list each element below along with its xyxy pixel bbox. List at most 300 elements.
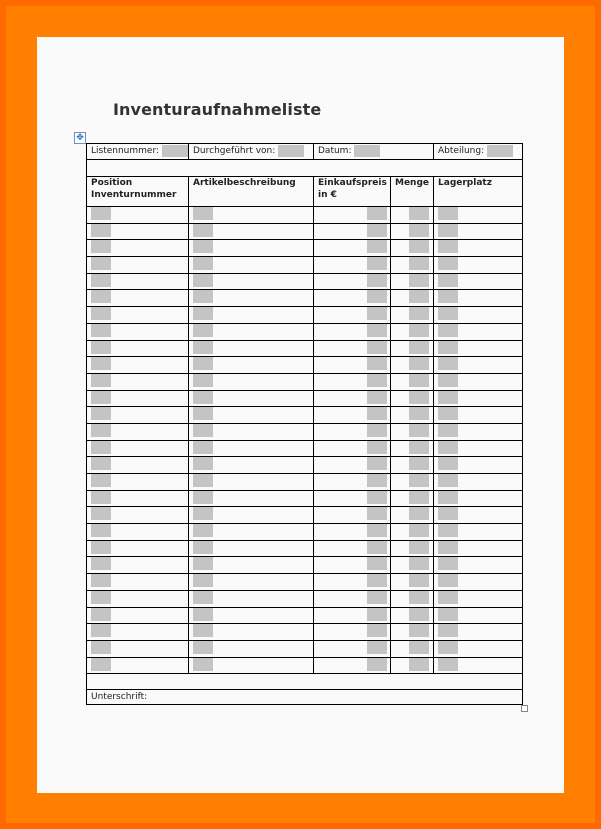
lagerplatz-cell[interactable] (434, 240, 523, 257)
menge-cell[interactable] (391, 524, 434, 541)
menge-cell[interactable] (391, 340, 434, 357)
durchgefuehrt-field[interactable] (278, 145, 304, 157)
preis-cell[interactable] (314, 457, 391, 474)
menge-field[interactable] (409, 658, 429, 671)
artikel-cell[interactable] (189, 390, 314, 407)
preis-field[interactable] (367, 557, 387, 570)
position-field[interactable] (91, 507, 111, 520)
artikel-field[interactable] (193, 441, 213, 454)
lagerplatz-cell[interactable] (434, 340, 523, 357)
lagerplatz-cell[interactable] (434, 407, 523, 424)
menge-cell[interactable] (391, 557, 434, 574)
table-resize-handle[interactable] (521, 705, 528, 712)
menge-field[interactable] (409, 441, 429, 454)
artikel-cell[interactable] (189, 590, 314, 607)
menge-cell[interactable] (391, 490, 434, 507)
lagerplatz-field[interactable] (438, 507, 458, 520)
preis-cell[interactable] (314, 423, 391, 440)
position-cell[interactable] (87, 423, 189, 440)
menge-field[interactable] (409, 474, 429, 487)
preis-cell[interactable] (314, 574, 391, 591)
position-cell[interactable] (87, 640, 189, 657)
position-cell[interactable] (87, 474, 189, 491)
artikel-cell[interactable] (189, 323, 314, 340)
lagerplatz-field[interactable] (438, 591, 458, 604)
menge-field[interactable] (409, 290, 429, 303)
artikel-field[interactable] (193, 491, 213, 504)
position-cell[interactable] (87, 657, 189, 674)
preis-field[interactable] (367, 574, 387, 587)
menge-field[interactable] (409, 641, 429, 654)
position-cell[interactable] (87, 524, 189, 541)
position-field[interactable] (91, 641, 111, 654)
artikel-cell[interactable] (189, 574, 314, 591)
artikel-field[interactable] (193, 507, 213, 520)
preis-cell[interactable] (314, 640, 391, 657)
preis-field[interactable] (367, 608, 387, 621)
artikel-field[interactable] (193, 307, 213, 320)
col-menge-label: Menge (395, 178, 430, 188)
artikel-cell[interactable] (189, 657, 314, 674)
position-cell[interactable] (87, 240, 189, 257)
preis-cell[interactable] (314, 540, 391, 557)
preis-field[interactable] (367, 591, 387, 604)
preis-field[interactable] (367, 424, 387, 437)
lagerplatz-field[interactable] (438, 391, 458, 404)
artikel-cell[interactable] (189, 290, 314, 307)
position-cell[interactable] (87, 490, 189, 507)
position-cell[interactable] (87, 540, 189, 557)
artikel-field[interactable] (193, 357, 213, 370)
artikel-cell[interactable] (189, 257, 314, 274)
lagerplatz-field[interactable] (438, 424, 458, 437)
artikel-cell[interactable] (189, 557, 314, 574)
preis-cell[interactable] (314, 390, 391, 407)
table-row (87, 273, 523, 290)
lagerplatz-field[interactable] (438, 557, 458, 570)
artikel-field[interactable] (193, 608, 213, 621)
menge-field[interactable] (409, 491, 429, 504)
position-cell[interactable] (87, 257, 189, 274)
position-cell[interactable] (87, 624, 189, 641)
menge-field[interactable] (409, 608, 429, 621)
preis-cell[interactable] (314, 207, 391, 224)
preis-field[interactable] (367, 290, 387, 303)
lagerplatz-cell[interactable] (434, 474, 523, 491)
preis-field[interactable] (367, 374, 387, 387)
preis-field[interactable] (367, 407, 387, 420)
position-field[interactable] (91, 374, 111, 387)
lagerplatz-cell[interactable] (434, 574, 523, 591)
listennummer-cell[interactable] (87, 144, 189, 160)
artikel-cell[interactable] (189, 474, 314, 491)
position-field[interactable] (91, 324, 111, 337)
lagerplatz-cell[interactable] (434, 223, 523, 240)
preis-field[interactable] (367, 524, 387, 537)
menge-field[interactable] (409, 307, 429, 320)
preis-field[interactable] (367, 307, 387, 320)
menge-cell[interactable] (391, 257, 434, 274)
artikel-field[interactable] (193, 424, 213, 437)
lagerplatz-cell[interactable] (434, 207, 523, 224)
position-cell[interactable] (87, 357, 189, 374)
lagerplatz-cell[interactable] (434, 273, 523, 290)
artikel-field[interactable] (193, 474, 213, 487)
artikel-field[interactable] (193, 207, 213, 220)
artikel-field[interactable] (193, 574, 213, 587)
lagerplatz-field[interactable] (438, 224, 458, 237)
menge-cell[interactable] (391, 307, 434, 324)
lagerplatz-field[interactable] (438, 357, 458, 370)
artikel-field[interactable] (193, 290, 213, 303)
menge-field[interactable] (409, 407, 429, 420)
datum-field[interactable] (354, 145, 380, 157)
preis-field[interactable] (367, 457, 387, 470)
preis-cell[interactable] (314, 557, 391, 574)
menge-cell[interactable] (391, 607, 434, 624)
lagerplatz-cell[interactable] (434, 440, 523, 457)
artikel-cell[interactable] (189, 607, 314, 624)
menge-cell[interactable] (391, 624, 434, 641)
preis-field[interactable] (367, 624, 387, 637)
menge-cell[interactable] (391, 507, 434, 524)
preis-cell[interactable] (314, 290, 391, 307)
artikel-field[interactable] (193, 591, 213, 604)
menge-cell[interactable] (391, 323, 434, 340)
lagerplatz-cell[interactable] (434, 624, 523, 641)
artikel-field[interactable] (193, 257, 213, 270)
artikel-field[interactable] (193, 341, 213, 354)
lagerplatz-cell[interactable] (434, 373, 523, 390)
preis-cell[interactable] (314, 340, 391, 357)
menge-cell[interactable] (391, 657, 434, 674)
artikel-cell[interactable] (189, 624, 314, 641)
position-cell[interactable] (87, 290, 189, 307)
lagerplatz-cell[interactable] (434, 607, 523, 624)
position-field[interactable] (91, 407, 111, 420)
position-cell[interactable] (87, 307, 189, 324)
lagerplatz-field[interactable] (438, 207, 458, 220)
menge-field[interactable] (409, 324, 429, 337)
lagerplatz-cell[interactable] (434, 507, 523, 524)
lagerplatz-cell[interactable] (434, 323, 523, 340)
position-field[interactable] (91, 274, 111, 287)
position-field[interactable] (91, 474, 111, 487)
preis-cell[interactable] (314, 257, 391, 274)
artikel-field[interactable] (193, 457, 213, 470)
preis-field[interactable] (367, 357, 387, 370)
menge-cell[interactable] (391, 474, 434, 491)
menge-field[interactable] (409, 391, 429, 404)
position-cell[interactable] (87, 574, 189, 591)
position-field[interactable] (91, 457, 111, 470)
menge-field[interactable] (409, 424, 429, 437)
lagerplatz-field[interactable] (438, 324, 458, 337)
preis-field[interactable] (367, 324, 387, 337)
menge-cell[interactable] (391, 290, 434, 307)
artikel-field[interactable] (193, 524, 213, 537)
lagerplatz-field[interactable] (438, 574, 458, 587)
position-field[interactable] (91, 658, 111, 671)
position-cell[interactable] (87, 557, 189, 574)
menge-field[interactable] (409, 557, 429, 570)
menge-cell[interactable] (391, 207, 434, 224)
signature-cell[interactable] (87, 690, 523, 705)
position-cell[interactable] (87, 607, 189, 624)
table-row (87, 423, 523, 440)
position-cell[interactable] (87, 390, 189, 407)
header-fields-row (87, 144, 523, 160)
menge-field[interactable] (409, 341, 429, 354)
menge-cell[interactable] (391, 390, 434, 407)
menge-field[interactable] (409, 357, 429, 370)
lagerplatz-field[interactable] (438, 407, 458, 420)
preis-cell[interactable] (314, 657, 391, 674)
position-field[interactable] (91, 441, 111, 454)
menge-field[interactable] (409, 257, 429, 270)
preis-field[interactable] (367, 341, 387, 354)
preis-cell[interactable] (314, 223, 391, 240)
lagerplatz-field[interactable] (438, 341, 458, 354)
lagerplatz-field[interactable] (438, 641, 458, 654)
menge-cell[interactable] (391, 440, 434, 457)
artikel-field[interactable] (193, 324, 213, 337)
preis-cell[interactable] (314, 474, 391, 491)
preis-cell[interactable] (314, 440, 391, 457)
menge-cell[interactable] (391, 223, 434, 240)
artikel-field[interactable] (193, 240, 213, 253)
menge-cell[interactable] (391, 640, 434, 657)
artikel-cell[interactable] (189, 273, 314, 290)
lagerplatz-cell[interactable] (434, 357, 523, 374)
lagerplatz-field[interactable] (438, 240, 458, 253)
preis-field[interactable] (367, 641, 387, 654)
lagerplatz-cell[interactable] (434, 557, 523, 574)
table-row (87, 574, 523, 591)
menge-cell[interactable] (391, 423, 434, 440)
menge-field[interactable] (409, 541, 429, 554)
lagerplatz-cell[interactable] (434, 657, 523, 674)
position-field[interactable] (91, 391, 111, 404)
artikel-cell[interactable] (189, 307, 314, 324)
artikel-cell[interactable] (189, 223, 314, 240)
artikel-field[interactable] (193, 624, 213, 637)
artikel-cell[interactable] (189, 240, 314, 257)
datum-cell[interactable] (314, 144, 434, 160)
table-row (87, 390, 523, 407)
lagerplatz-field[interactable] (438, 474, 458, 487)
position-cell[interactable] (87, 373, 189, 390)
position-cell[interactable] (87, 223, 189, 240)
abteilung-field[interactable] (487, 145, 513, 157)
position-cell[interactable] (87, 440, 189, 457)
artikel-cell[interactable] (189, 340, 314, 357)
col-header-lagerplatz (434, 177, 523, 207)
position-cell[interactable] (87, 457, 189, 474)
artikel-field[interactable] (193, 557, 213, 570)
position-field[interactable] (91, 574, 111, 587)
preis-cell[interactable] (314, 240, 391, 257)
menge-field[interactable] (409, 274, 429, 287)
position-field[interactable] (91, 608, 111, 621)
menge-field[interactable] (409, 224, 429, 237)
menge-field[interactable] (409, 507, 429, 520)
lagerplatz-cell[interactable] (434, 423, 523, 440)
position-field[interactable] (91, 357, 111, 370)
preis-cell[interactable] (314, 524, 391, 541)
artikel-cell[interactable] (189, 407, 314, 424)
position-cell[interactable] (87, 340, 189, 357)
artikel-cell[interactable] (189, 423, 314, 440)
artikel-cell[interactable] (189, 640, 314, 657)
preis-cell[interactable] (314, 607, 391, 624)
lagerplatz-cell[interactable] (434, 590, 523, 607)
abteilung-cell[interactable] (434, 144, 523, 160)
artikel-field[interactable] (193, 541, 213, 554)
lagerplatz-field[interactable] (438, 307, 458, 320)
menge-cell[interactable] (391, 540, 434, 557)
preis-field[interactable] (367, 441, 387, 454)
menge-field[interactable] (409, 591, 429, 604)
lagerplatz-field[interactable] (438, 274, 458, 287)
lagerplatz-field[interactable] (438, 658, 458, 671)
menge-field[interactable] (409, 207, 429, 220)
position-field[interactable] (91, 541, 111, 554)
menge-cell[interactable] (391, 574, 434, 591)
preis-cell[interactable] (314, 307, 391, 324)
lagerplatz-field[interactable] (438, 441, 458, 454)
preis-cell[interactable] (314, 624, 391, 641)
preis-cell[interactable] (314, 407, 391, 424)
artikel-field[interactable] (193, 274, 213, 287)
menge-cell[interactable] (391, 373, 434, 390)
artikel-cell[interactable] (189, 440, 314, 457)
preis-cell[interactable] (314, 273, 391, 290)
preis-field[interactable] (367, 474, 387, 487)
table-move-handle-icon[interactable]: ✥ (74, 132, 86, 144)
lagerplatz-cell[interactable] (434, 540, 523, 557)
preis-field[interactable] (367, 541, 387, 554)
preis-cell[interactable] (314, 590, 391, 607)
artikel-cell[interactable] (189, 457, 314, 474)
artikel-cell[interactable] (189, 507, 314, 524)
artikel-field[interactable] (193, 641, 213, 654)
lagerplatz-field[interactable] (438, 491, 458, 504)
col-header-artikel (189, 177, 314, 207)
position-field[interactable] (91, 341, 111, 354)
lagerplatz-field[interactable] (438, 374, 458, 387)
preis-field[interactable] (367, 257, 387, 270)
position-field[interactable] (91, 207, 111, 220)
menge-cell[interactable] (391, 590, 434, 607)
preis-cell[interactable] (314, 490, 391, 507)
menge-cell[interactable] (391, 407, 434, 424)
lagerplatz-field[interactable] (438, 457, 458, 470)
position-cell[interactable] (87, 207, 189, 224)
lagerplatz-field[interactable] (438, 257, 458, 270)
menge-cell[interactable] (391, 357, 434, 374)
position-field[interactable] (91, 307, 111, 320)
artikel-cell[interactable] (189, 357, 314, 374)
menge-field[interactable] (409, 240, 429, 253)
preis-field[interactable] (367, 658, 387, 671)
preis-field[interactable] (367, 207, 387, 220)
position-field[interactable] (91, 524, 111, 537)
lagerplatz-cell[interactable] (434, 257, 523, 274)
durchgefuehrt-cell[interactable] (189, 144, 314, 160)
lagerplatz-cell[interactable] (434, 307, 523, 324)
preis-field[interactable] (367, 507, 387, 520)
preis-field[interactable] (367, 224, 387, 237)
lagerplatz-cell[interactable] (434, 290, 523, 307)
position-field[interactable] (91, 591, 111, 604)
preis-cell[interactable] (314, 507, 391, 524)
lagerplatz-field[interactable] (438, 524, 458, 537)
menge-field[interactable] (409, 457, 429, 470)
lagerplatz-cell[interactable] (434, 524, 523, 541)
menge-cell[interactable] (391, 273, 434, 290)
position-cell[interactable] (87, 590, 189, 607)
artikel-cell[interactable] (189, 207, 314, 224)
position-field[interactable] (91, 424, 111, 437)
table-row (87, 607, 523, 624)
preis-field[interactable] (367, 240, 387, 253)
position-cell[interactable] (87, 323, 189, 340)
preis-cell[interactable] (314, 357, 391, 374)
lagerplatz-field[interactable] (438, 624, 458, 637)
artikel-cell[interactable] (189, 540, 314, 557)
position-cell[interactable] (87, 507, 189, 524)
lagerplatz-field[interactable] (438, 290, 458, 303)
position-field[interactable] (91, 224, 111, 237)
preis-field[interactable] (367, 491, 387, 504)
position-cell[interactable] (87, 273, 189, 290)
menge-cell[interactable] (391, 240, 434, 257)
artikel-cell[interactable] (189, 490, 314, 507)
artikel-cell[interactable] (189, 373, 314, 390)
lagerplatz-cell[interactable] (434, 457, 523, 474)
position-field[interactable] (91, 290, 111, 303)
position-cell[interactable] (87, 407, 189, 424)
artikel-field[interactable] (193, 658, 213, 671)
lagerplatz-cell[interactable] (434, 490, 523, 507)
artikel-field[interactable] (193, 407, 213, 420)
position-field[interactable] (91, 624, 111, 637)
preis-field[interactable] (367, 391, 387, 404)
position-field[interactable] (91, 491, 111, 504)
menge-cell[interactable] (391, 457, 434, 474)
menge-field[interactable] (409, 624, 429, 637)
lagerplatz-cell[interactable] (434, 390, 523, 407)
lagerplatz-field[interactable] (438, 541, 458, 554)
lagerplatz-field[interactable] (438, 608, 458, 621)
artikel-cell[interactable] (189, 524, 314, 541)
menge-field[interactable] (409, 574, 429, 587)
menge-field[interactable] (409, 524, 429, 537)
artikel-field[interactable] (193, 374, 213, 387)
listennummer-field[interactable] (162, 145, 188, 157)
artikel-field[interactable] (193, 391, 213, 404)
preis-cell[interactable] (314, 323, 391, 340)
lagerplatz-cell[interactable] (434, 640, 523, 657)
menge-field[interactable] (409, 374, 429, 387)
artikel-field[interactable] (193, 224, 213, 237)
position-field[interactable] (91, 257, 111, 270)
position-field[interactable] (91, 557, 111, 570)
position-field[interactable] (91, 240, 111, 253)
preis-field[interactable] (367, 274, 387, 287)
preis-cell[interactable] (314, 373, 391, 390)
